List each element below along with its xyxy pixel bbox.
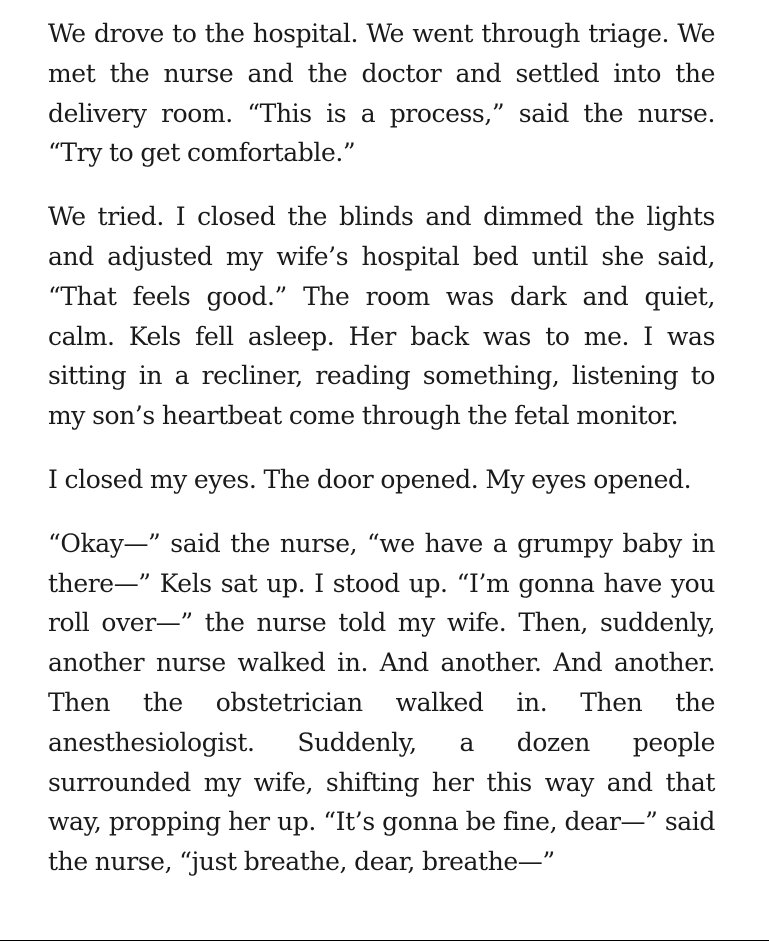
paragraph-4: “Okay—” said the nurse, “we have a grumpy baby in there—” Kels sat up. I stood up. “I’m gonna have you roll over—” the nurse told my wife. Then, suddenly, another nurse walked in. And another. And another. Then the obstetrician walked in. Then the anesthesiologist. Suddenly, a dozen people surrounded my wife, shifting her this way and that way, propping her up. “It’s gonna be fine, dear—” said the nurse, “just breathe, dear, breathe—” xyxy=(48,528,715,877)
paragraph-3: I closed my eyes. The door opened. My eyes opened. xyxy=(48,464,692,494)
paragraph-1: We drove to the hospital. We went through triage. We met the nurse and the doctor and settled into the delivery room. “This is a process,” said the nurse. “Try to get comfortable.” xyxy=(48,19,715,168)
article-body xyxy=(48,14,715,882)
bottom-divider xyxy=(0,940,769,941)
paragraph-2: We tried. I closed the blinds and dimmed the lights and adjusted my wife’s hospital bed until she said, “That feels good.” The room was dark and quiet, calm. Kels fell asleep. Her back was to me. I was sitting in a recliner, reading something, listening to my son’s heartbeat come through the fetal monitor. xyxy=(48,202,715,431)
